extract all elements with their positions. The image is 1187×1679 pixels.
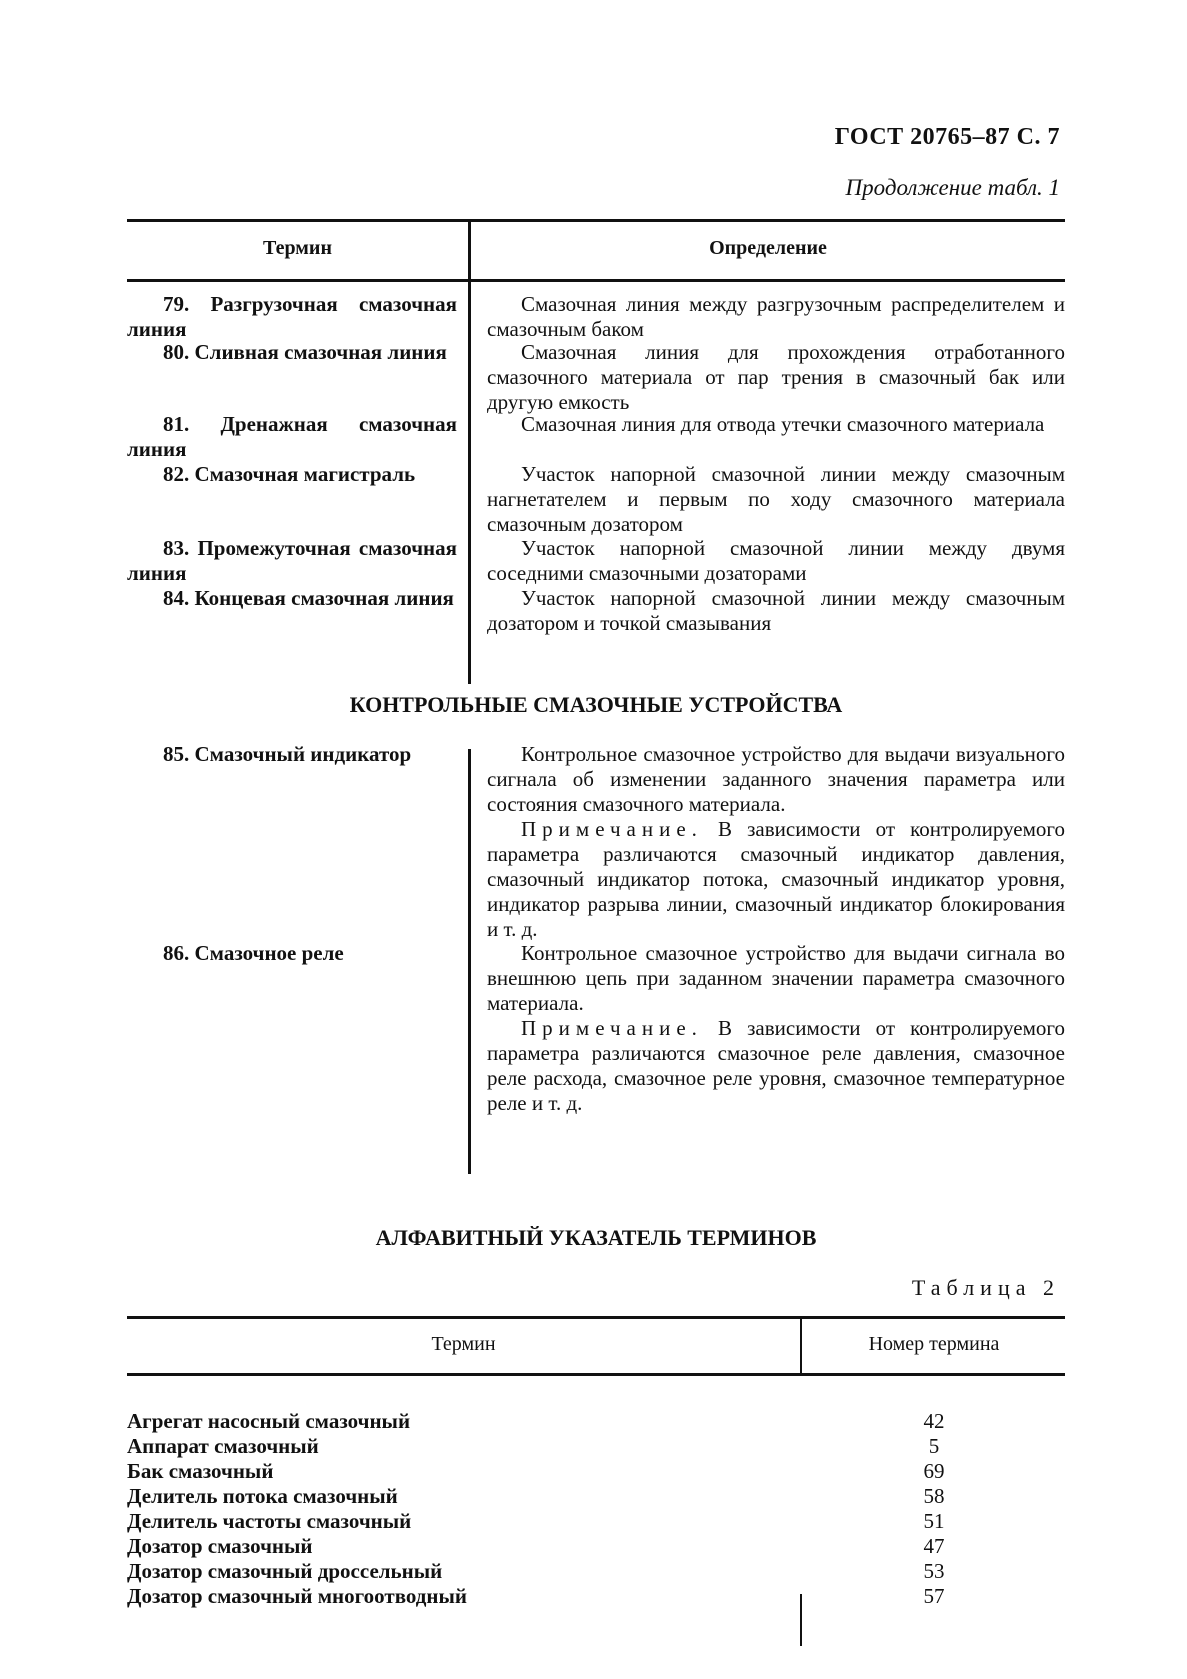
section-title: КОНТРОЛЬНЫЕ СМАЗОЧНЫЕ УСТРОЙСТВА bbox=[349, 692, 843, 717]
index-term: Дозатор смазочный bbox=[127, 1534, 313, 1558]
index-rows bbox=[127, 1409, 1065, 1609]
index-number: 42 bbox=[923, 1409, 945, 1433]
definition-cell bbox=[487, 742, 1065, 942]
note-label: Примечание. bbox=[521, 817, 703, 841]
index-term: Дозатор смазочный многоотводный bbox=[127, 1584, 468, 1608]
definition-cell: Смазочная линия между разгрузочным распределителем и смазочным баком bbox=[487, 292, 1065, 341]
note-label: Примечание. bbox=[521, 1016, 703, 1040]
column-header-term: Термин bbox=[431, 1333, 496, 1355]
index-table bbox=[127, 1316, 1065, 1646]
column-divider bbox=[468, 749, 471, 1174]
index-term: Агрегат насосный смазочный bbox=[127, 1409, 411, 1433]
definition-text: Контрольное смазочное устройство для выдачи сигнала во внешнюю цепь при заданном значении параметра смазочного материала. bbox=[487, 941, 1065, 1015]
definition-cell: Участок напорной смазочной линии между смазочным дозатором и точкой смазывания bbox=[487, 586, 1065, 635]
table-top-rule bbox=[127, 219, 1065, 222]
table-header-rule bbox=[127, 279, 1065, 282]
definition-text: Контрольное смазочное устройство для выдачи визуального сигнала об изменении заданного значения параметра или состояния смазочного материала. bbox=[487, 742, 1065, 816]
column-divider bbox=[800, 1316, 802, 1374]
index-term: Дозатор смазочный дроссельный bbox=[127, 1559, 443, 1583]
term-cell: 83. Промежуточная смазочная линия bbox=[127, 536, 457, 585]
term-cell: 79. Разгрузочная смазочная линия bbox=[127, 292, 457, 341]
table-top-rule bbox=[127, 1316, 1065, 1319]
definition-cell bbox=[487, 941, 1065, 1116]
index-term: Делитель частоты смазочный bbox=[127, 1509, 412, 1533]
index-number: 51 bbox=[923, 1509, 945, 1533]
table-row bbox=[127, 1434, 1065, 1459]
term-cell: 84. Концевая смазочная линия bbox=[163, 586, 454, 610]
definition-cell: Участок напорной смазочной линии между смазочным нагнетателем и первым по ходу смазочного материала смазочным дозатором bbox=[487, 462, 1065, 536]
index-number: 47 bbox=[923, 1534, 945, 1558]
column-divider bbox=[468, 219, 471, 684]
term-cell: 86. Смазочное реле bbox=[163, 941, 344, 965]
index-term: Бак смазочный bbox=[127, 1459, 274, 1483]
table-row bbox=[127, 1459, 1065, 1484]
term-cell: 80. Сливная смазочная линия bbox=[163, 340, 447, 364]
note-text bbox=[487, 817, 1065, 942]
table-row bbox=[127, 1509, 1065, 1534]
table-row bbox=[127, 1409, 1065, 1434]
index-title: АЛФАВИТНЫЙ УКАЗАТЕЛЬ ТЕРМИНОВ bbox=[375, 1225, 817, 1250]
table-header-rule bbox=[127, 1373, 1065, 1376]
note-body: В зависимости от контролируемого параметра различаются смазочный индикатор давления, смазочный индикатор потока, смазочный индикатор уровня, индикатор разрыва линии, смазочный индикатор блокирования и т. д. bbox=[487, 817, 1066, 941]
index-term: Аппарат смазочный bbox=[127, 1434, 319, 1458]
term-cell: 81. Дренажная смазочная линия bbox=[127, 412, 457, 461]
index-number: 69 bbox=[923, 1459, 945, 1483]
index-number: 57 bbox=[923, 1584, 945, 1608]
terms-table bbox=[127, 219, 1065, 1149]
table-row bbox=[127, 1534, 1065, 1559]
note-body: В зависимости от контролируемого параметра различаются смазочное реле давления, смазочное реле расхода, смазочное реле уровня, смазочное температурное реле и т. д. bbox=[487, 1016, 1066, 1115]
definition-cell: Участок напорной смазочной линии между двумя соседними смазочными дозаторами bbox=[487, 536, 1065, 585]
table-row bbox=[127, 1484, 1065, 1509]
index-term: Делитель потока смазочный bbox=[127, 1484, 398, 1508]
table-row bbox=[127, 1559, 1065, 1584]
term-cell: 85. Смазочный индикатор bbox=[163, 742, 412, 766]
term-cell: 82. Смазочная магистраль bbox=[163, 462, 416, 486]
index-number: 53 bbox=[923, 1559, 945, 1583]
column-header-definition: Определение bbox=[709, 237, 827, 259]
index-number: 58 bbox=[923, 1484, 945, 1508]
table-continuation-note: Продолжение табл. 1 bbox=[845, 175, 1060, 200]
table-row bbox=[127, 1584, 1065, 1609]
column-header-number: Номер термина bbox=[868, 1333, 1000, 1355]
definition-cell: Смазочная линия для отвода утечки смазочного материала bbox=[521, 412, 1045, 436]
note-text bbox=[487, 1016, 1065, 1116]
column-header-term: Термин bbox=[263, 237, 332, 259]
definition-cell: Смазочная линия для прохождения отработанного смазочного материала от пар трения в смазочный бак или другую емкость bbox=[487, 340, 1065, 414]
standard-code: ГОСТ 20765–87 С. 7 bbox=[834, 124, 1060, 150]
table-label: Таблица 2 bbox=[911, 1275, 1060, 1300]
index-number: 5 bbox=[928, 1434, 940, 1458]
